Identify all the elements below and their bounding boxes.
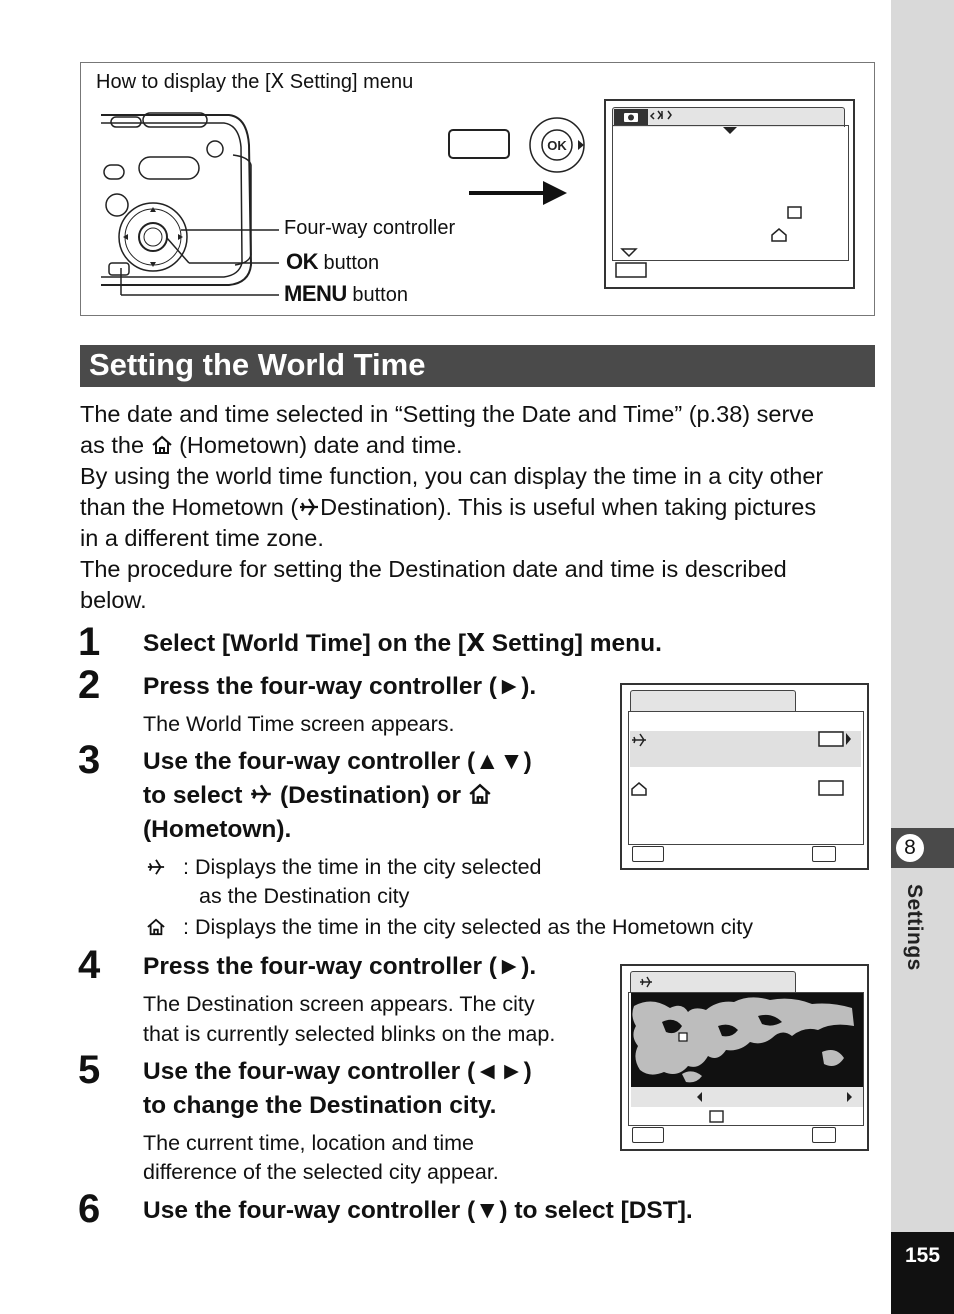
destination-description-2: as the Destination city [199, 884, 410, 908]
hometown-description: : Displays the time in the city selected as the Hometown city [183, 915, 753, 939]
intro-line-2-pre: as the [80, 432, 151, 458]
step-1-text: Select [World Time] on the [Ⅹ Setting] menu. [143, 630, 662, 657]
step-3-number: 3 [78, 738, 101, 782]
page-number: 155 [891, 1232, 954, 1314]
destination-screen [620, 964, 869, 1151]
intro-line-2-post: (Hometown) date and time. [172, 432, 463, 458]
world-time-left-button [632, 846, 664, 862]
step-5-sub-2: difference of the selected city appear. [143, 1160, 499, 1184]
intro-line-6: The procedure for setting the Destination date and time is described [80, 556, 787, 582]
step-5-line-1: Use the four-way controller (◄►) [143, 1058, 532, 1085]
chapter-label: Settings [903, 884, 926, 971]
step-3-line-2-pre: to select [143, 782, 250, 809]
destination-right-button [812, 1127, 836, 1143]
world-time-details [622, 685, 871, 872]
step-6-number: 6 [78, 1187, 101, 1231]
label-four-way-controller: Four-way controller [284, 217, 456, 239]
menu-suffix: button [346, 284, 408, 306]
setting-menu-screen [604, 99, 855, 289]
intro-line-4-post: Destination). This is useful when taking pictures [320, 494, 817, 520]
intro-line-2 [80, 430, 880, 461]
right-arrow-icon [469, 178, 569, 208]
step-3-line-2 [143, 779, 492, 813]
menu-button-illustration [448, 129, 510, 159]
home-icon [146, 918, 166, 936]
screen-details [606, 101, 857, 291]
menu-key-text: MENU [284, 281, 347, 306]
step-1-number: 1 [78, 620, 101, 664]
label-ok-button [286, 249, 379, 275]
intro-line-7: below. [80, 587, 147, 613]
step-3-line-3: (Hometown). [143, 816, 292, 843]
step-5-number: 5 [78, 1048, 101, 1092]
world-time-screen [620, 683, 869, 870]
airplane-icon [146, 858, 166, 876]
intro-line-1: The date and time selected in “Setting the Date and Time” (p.38) serve [80, 401, 815, 427]
airplane-icon [298, 497, 320, 517]
step-3-line-2-mid: (Destination) or [273, 782, 468, 809]
ok-dial-icon [528, 116, 586, 174]
step-6-text: Use the four-way controller (▼) to select [DST]. [143, 1197, 693, 1224]
intro-line-4 [80, 492, 880, 523]
howto-box [80, 62, 875, 316]
intro-line-3: By using the world time function, you can display the time in a city other [80, 463, 824, 489]
step-4-number: 4 [78, 943, 101, 987]
ok-dial-text: OK [547, 138, 567, 153]
step-5-line-2: to change the Destination city. [143, 1092, 497, 1119]
section-heading: Setting the World Time [80, 345, 875, 387]
intro-line-5: in a different time zone. [80, 525, 324, 551]
step-4-sub-2: that is currently selected blinks on the map. [143, 1022, 556, 1046]
step-2-sub: The World Time screen appears. [143, 712, 455, 736]
intro-line-4-pre: than the Hometown ( [80, 494, 299, 520]
home-icon [151, 435, 173, 455]
step-3-line-1: Use the four-way controller (▲▼) [143, 748, 532, 775]
step-4-text: Press the four-way controller (►). [143, 953, 537, 980]
step-2-text: Press the four-way controller (►). [143, 673, 537, 700]
chapter-sidebar [891, 0, 954, 1314]
chapter-number: 8 [894, 832, 926, 864]
label-menu-button [284, 281, 408, 307]
step-4-sub-1: The Destination screen appears. The city [143, 992, 535, 1016]
ok-key-text: OK [286, 249, 318, 274]
destination-description-1: : Displays the time in the city selected [183, 855, 542, 879]
ok-suffix: button [318, 252, 380, 274]
step-5-sub-1: The current time, location and time [143, 1131, 475, 1155]
howto-title: How to display the [Ⅹ Setting] menu [96, 71, 414, 93]
destination-map [622, 966, 871, 1153]
destination-left-button [632, 1127, 664, 1143]
airplane-icon [249, 783, 273, 805]
home-icon [468, 783, 492, 805]
step-2-number: 2 [78, 663, 101, 707]
world-time-right-button [812, 846, 836, 862]
